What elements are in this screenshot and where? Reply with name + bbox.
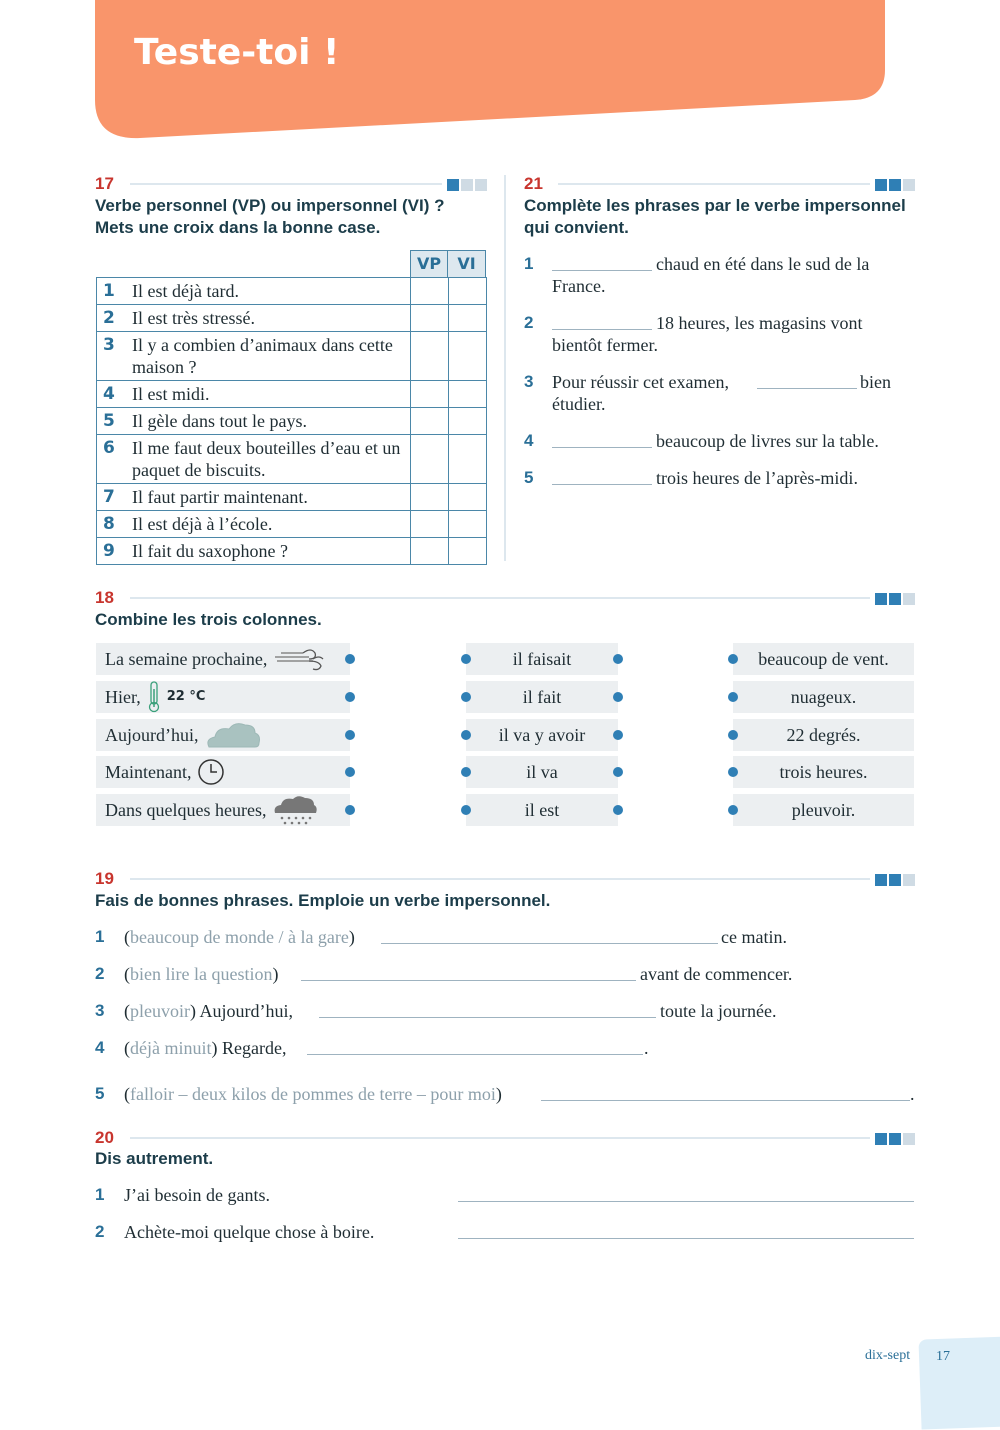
difficulty-square [875, 1133, 887, 1145]
answer-blank[interactable] [757, 388, 857, 389]
item-text: Dans quelques heures, [105, 800, 267, 820]
item-number: 2 [524, 313, 534, 332]
divider [130, 183, 442, 185]
hint: (bien lire la question) [124, 964, 279, 984]
answer-blank[interactable] [319, 1017, 656, 1018]
difficulty-square [889, 179, 901, 191]
vi-checkbox[interactable] [449, 305, 487, 332]
item-number: 5 [95, 1084, 105, 1103]
column2-item: il est [466, 794, 618, 826]
vi-checkbox[interactable] [449, 484, 487, 511]
item-text: Il fait du saxophone ? [132, 541, 288, 561]
difficulty-square [461, 179, 473, 191]
vp-checkbox[interactable] [411, 278, 449, 305]
item-text: Pour réussir cet examen, [552, 372, 729, 392]
vi-checkbox[interactable] [449, 278, 487, 305]
column-header-vi: VI [447, 250, 486, 277]
column-divider [504, 175, 506, 561]
difficulty-square [903, 179, 915, 191]
item-text: Il y a combien d’animaux dans cette maison ? [132, 335, 393, 377]
answer-blank[interactable] [552, 484, 652, 485]
item-text: bientôt fermer. [552, 335, 658, 355]
answer-blank[interactable] [381, 943, 718, 944]
match-dot[interactable] [461, 654, 471, 664]
difficulty-square [889, 874, 901, 886]
item-number: 2 [95, 1222, 105, 1241]
difficulty-square [447, 179, 459, 191]
table-row [97, 381, 487, 408]
wind-icon [273, 647, 327, 671]
vp-vi-table [96, 277, 487, 565]
item-number: 4 [524, 431, 534, 450]
vi-checkbox[interactable] [449, 511, 487, 538]
rain-cloud-icon [272, 795, 318, 825]
vi-checkbox[interactable] [449, 435, 487, 484]
item-number: 6 [103, 438, 115, 458]
item-number: 9 [103, 541, 115, 561]
item-text: La semaine prochaine, [105, 649, 268, 669]
difficulty-square [475, 179, 487, 191]
answer-blank[interactable] [458, 1238, 914, 1239]
match-dot[interactable] [345, 692, 355, 702]
difficulty-square [889, 593, 901, 605]
item-text: ce matin. [721, 927, 787, 947]
column3-item: trois heures. [733, 756, 914, 788]
hint: (déjà minuit) Regarde, [124, 1038, 287, 1058]
difficulty-square [889, 1133, 901, 1145]
item-text: France. [552, 276, 606, 296]
vp-checkbox[interactable] [411, 511, 449, 538]
column1-item [96, 756, 350, 788]
difficulty-square [875, 593, 887, 605]
item-number: 3 [524, 372, 534, 391]
match-dot[interactable] [728, 767, 738, 777]
cloud-icon [205, 721, 261, 749]
answer-blank[interactable] [552, 270, 652, 271]
table-row [97, 332, 487, 381]
item-text: Il est déjà tard. [132, 281, 239, 301]
column1-item [96, 643, 350, 675]
column1-item [96, 719, 350, 751]
item-number: 5 [524, 468, 534, 487]
item-number: 1 [524, 254, 534, 273]
match-dot[interactable] [613, 767, 623, 777]
exercise-title: Complète les phrases par le verbe impersonnel qui convient. [524, 196, 906, 237]
match-dot[interactable] [613, 805, 623, 815]
difficulty-square [875, 874, 887, 886]
item-text: Il est très stressé. [132, 308, 255, 328]
item-text: Il faut partir maintenant. [132, 487, 308, 507]
divider [130, 878, 870, 880]
item-text: étudier. [552, 394, 606, 414]
vi-checkbox[interactable] [449, 538, 487, 565]
item-text: . [644, 1038, 649, 1058]
column2-item: il fait [466, 681, 618, 713]
table-row [97, 538, 487, 565]
item-number: 1 [95, 927, 105, 946]
column2-item: il va y avoir [466, 719, 618, 751]
vi-checkbox[interactable] [449, 408, 487, 435]
match-dot[interactable] [461, 692, 471, 702]
match-dot[interactable] [461, 805, 471, 815]
clock-icon [197, 758, 225, 786]
column3-item: beaucoup de vent. [733, 643, 914, 675]
answer-blank[interactable] [301, 980, 636, 981]
item-text: Aujourd’hui, [105, 725, 199, 745]
item-text: Il est midi. [132, 384, 210, 404]
column1-item [96, 681, 350, 713]
vp-checkbox[interactable] [411, 435, 449, 484]
item-text: . [910, 1084, 915, 1104]
item-text: chaud en été dans le sud de la [656, 254, 870, 274]
item-number: 1 [95, 1185, 105, 1204]
hint: (falloir – deux kilos de pommes de terre – pour moi) [124, 1084, 502, 1104]
item-number: 4 [95, 1038, 105, 1057]
item-text: trois heures de l’après-midi. [656, 468, 858, 488]
hint: (beaucoup de monde / à la gare) [124, 927, 355, 947]
item-text: avant de commencer. [640, 964, 793, 984]
item-number: 7 [103, 487, 115, 507]
vp-checkbox[interactable] [411, 408, 449, 435]
match-dot[interactable] [461, 767, 471, 777]
match-dot[interactable] [728, 805, 738, 815]
vp-checkbox[interactable] [411, 381, 449, 408]
divider [558, 183, 870, 185]
page-title: Teste-toi ! [134, 32, 340, 73]
column2-item: il faisait [466, 643, 618, 675]
column2-item: il va [466, 756, 618, 788]
item-text: J’ai besoin de gants. [124, 1185, 270, 1205]
item-text: Il est déjà à l’école. [132, 514, 273, 534]
match-dot[interactable] [345, 730, 355, 740]
divider [130, 597, 870, 599]
exercise-title: Dis autrement. [95, 1149, 214, 1168]
item-number: 3 [95, 1001, 105, 1020]
item-number: 3 [103, 335, 115, 355]
table-row [97, 305, 487, 332]
item-number: 5 [103, 411, 115, 431]
vp-checkbox[interactable] [411, 332, 449, 381]
item-text: bien [860, 372, 891, 392]
page-number: 17 [936, 1349, 950, 1364]
exercise-title: Combine les trois colonnes. [95, 610, 322, 629]
vi-checkbox[interactable] [449, 332, 487, 381]
difficulty-square [903, 593, 915, 605]
exercise-number: 21 [524, 174, 543, 193]
match-dot[interactable] [461, 730, 471, 740]
exercise-number: 17 [95, 174, 114, 193]
item-number: 2 [95, 964, 105, 983]
divider [130, 1137, 870, 1139]
match-dot[interactable] [728, 654, 738, 664]
exercise-number: 19 [95, 869, 114, 888]
match-dot[interactable] [345, 805, 355, 815]
table-row [97, 278, 487, 305]
exercise-number: 20 [95, 1128, 114, 1147]
column3-item: nuageux. [733, 681, 914, 713]
answer-blank[interactable] [458, 1201, 914, 1202]
item-number: 8 [103, 514, 115, 534]
item-number: 2 [103, 308, 115, 328]
answer-blank[interactable] [541, 1100, 910, 1101]
column3-item: 22 degrés. [733, 719, 914, 751]
hint: (pleuvoir) Aujourd’hui, [124, 1001, 294, 1021]
item-number: 1 [103, 281, 115, 301]
item-text: 18 heures, les magasins vont [656, 313, 863, 333]
page-corner [918, 1336, 1000, 1429]
item-text: Maintenant, [105, 762, 192, 782]
vp-checkbox[interactable] [411, 484, 449, 511]
item-text: Hier, [105, 687, 141, 707]
vp-checkbox[interactable] [411, 538, 449, 565]
column-header-vp: VP [410, 250, 448, 277]
item-text: toute la journée. [660, 1001, 777, 1021]
table-row [97, 511, 487, 538]
table-row [97, 484, 487, 511]
difficulty-square [903, 874, 915, 886]
answer-blank[interactable] [552, 447, 652, 448]
match-dot[interactable] [613, 730, 623, 740]
item-number: 4 [103, 384, 115, 404]
temperature-label: 22 °C [166, 689, 206, 704]
item-text: Il me faut deux bouteilles d’eau et un paquet de biscuits. [132, 438, 401, 480]
column1-item [96, 794, 350, 826]
thermometer-icon [147, 681, 161, 713]
answer-blank[interactable] [552, 329, 652, 330]
difficulty-square [903, 1133, 915, 1145]
match-dot[interactable] [728, 692, 738, 702]
match-dot[interactable] [345, 654, 355, 664]
match-dot[interactable] [613, 654, 623, 664]
item-text: Il gèle dans tout le pays. [132, 411, 307, 431]
column3-item: pleuvoir. [733, 794, 914, 826]
item-text: beaucoup de livres sur la table. [656, 431, 879, 451]
match-dot[interactable] [728, 730, 738, 740]
page-word: dix-sept [865, 1348, 911, 1363]
answer-blank[interactable] [307, 1054, 643, 1055]
table-row [97, 435, 487, 484]
match-dot[interactable] [613, 692, 623, 702]
match-dot[interactable] [345, 767, 355, 777]
exercise-title: Verbe personnel (VP) ou impersonnel (VI) ? Mets une croix dans la bonne case. [95, 196, 445, 237]
vp-checkbox[interactable] [411, 305, 449, 332]
table-row [97, 408, 487, 435]
exercise-number: 18 [95, 588, 114, 607]
difficulty-square [875, 179, 887, 191]
exercise-title: Fais de bonnes phrases. Emploie un verbe impersonnel. [95, 891, 551, 910]
item-text: Achète-moi quelque chose à boire. [124, 1222, 375, 1242]
vi-checkbox[interactable] [449, 381, 487, 408]
